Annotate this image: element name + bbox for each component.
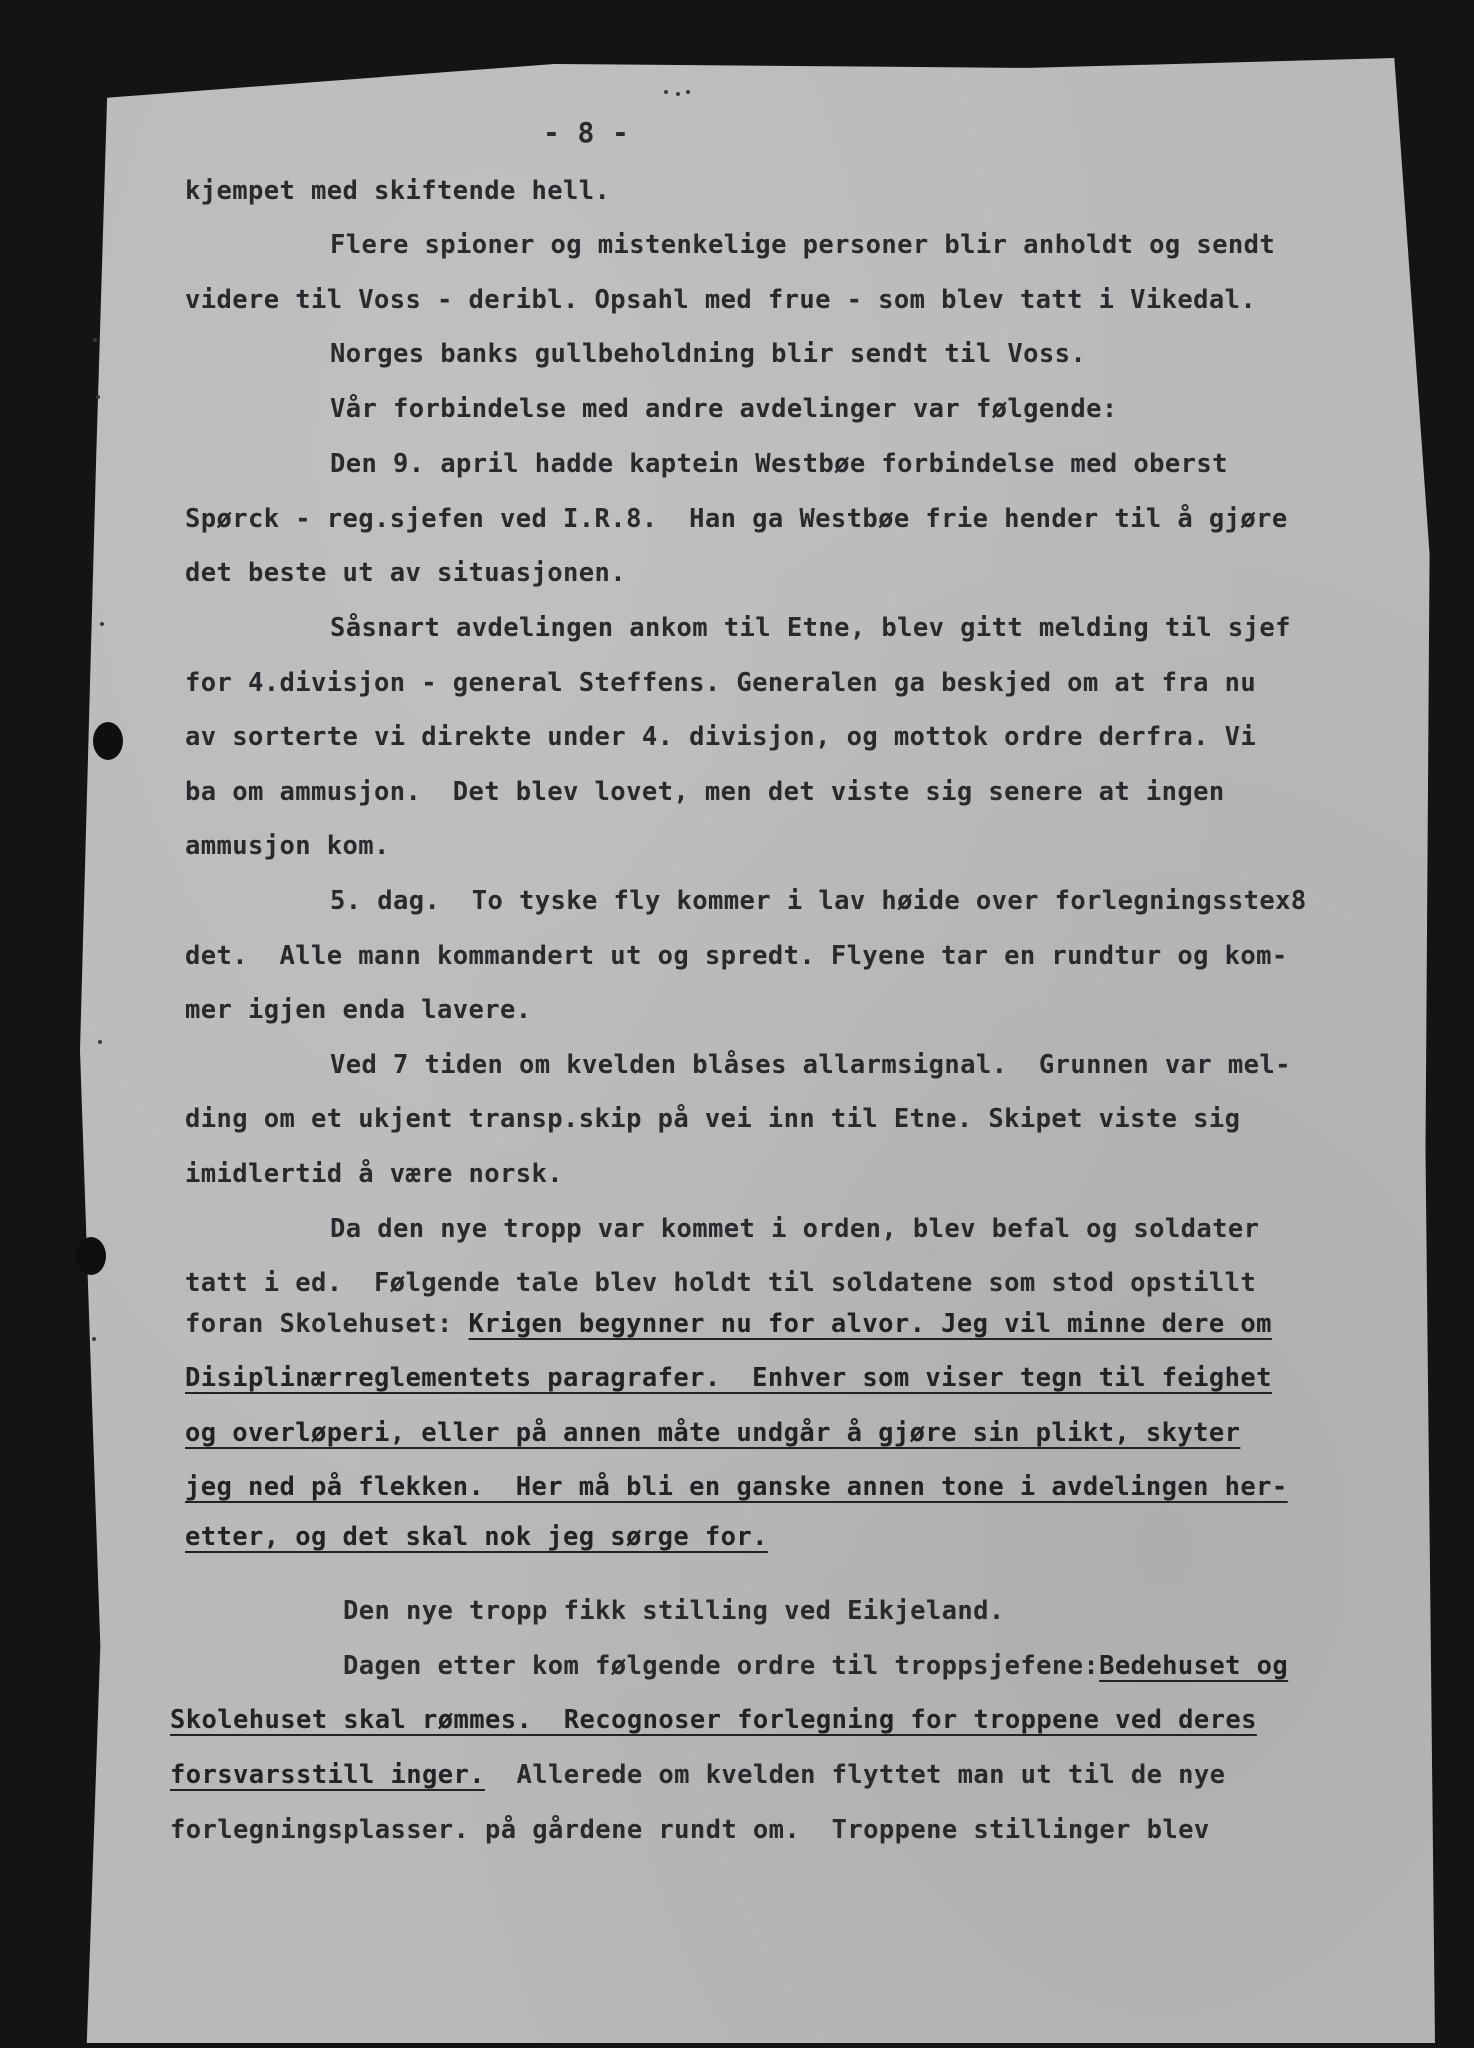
underlined-text: forsvarsstill inger. xyxy=(170,1760,486,1790)
text-segment: Spørck - reg.sjefen ved I.R.8. Han ga Westbøe frie hender til å gjøre xyxy=(185,504,1288,534)
text-segment: Da den nye tropp var kommet i orden, blev befal og soldater xyxy=(330,1214,1260,1244)
text-segment: mer igjen enda lavere. xyxy=(185,995,532,1025)
text-line xyxy=(185,1363,1272,1393)
text-line xyxy=(343,1651,1288,1681)
text-segment: Dagen etter kom følgende ordre til troppsjefene: xyxy=(343,1651,1100,1681)
underlined-text: og overløperi, eller på annen måte undgår å gjøre sin plikt, skyter xyxy=(185,1418,1241,1448)
text-line xyxy=(185,504,1288,534)
text-segment: Vår forbindelse med andre avdelinger var følgende: xyxy=(330,394,1118,424)
text-segment: av sorterte vi direkte under 4. divisjon, og mottok ordre derfra. Vi xyxy=(185,722,1257,752)
text-segment: Den 9. april hadde kaptein Westbøe forbindelse med oberst xyxy=(330,449,1228,479)
text-segment: Norges banks gullbeholdning blir sendt til Voss. xyxy=(330,339,1087,369)
text-line xyxy=(185,777,1225,807)
text-segment: Flere spioner og mistenkelige personer blir anholdt og sendt xyxy=(330,230,1276,260)
text-line xyxy=(185,995,532,1025)
text-segment: tatt i ed. Følgende tale blev holdt til soldatene som stod opstillt xyxy=(185,1268,1257,1298)
text-line xyxy=(185,941,1288,971)
text-line xyxy=(343,1596,1005,1626)
text-segment: forlegningsplasser. på gårdene rundt om. Troppene stillinger blev xyxy=(170,1815,1210,1845)
text-line xyxy=(185,722,1256,752)
text-segment: videre til Voss - deribl. Opsahl med frue - som blev tatt i Vikedal. xyxy=(185,285,1257,315)
text-segment: ding om et ukjent transp.skip på vei inn til Etne. Skipet viste sig xyxy=(185,1104,1241,1134)
text-segment: kjempet med skiftende hell. xyxy=(185,176,611,206)
text-line xyxy=(330,886,1307,916)
text-segment: 5. dag. To tyske fly kommer i lav høide over forlegningsstex8 xyxy=(330,886,1307,916)
text-line xyxy=(330,449,1228,479)
underlined-text: etter, og det skal nok jeg sørge for. xyxy=(185,1522,768,1552)
text-line xyxy=(330,613,1291,643)
text-line xyxy=(170,1760,1225,1790)
text-line xyxy=(185,1472,1288,1502)
text-line xyxy=(185,1522,768,1552)
underlined-text: Disiplinærreglementets paragrafer. Enhver som viser tegn til feighet xyxy=(185,1363,1272,1393)
text-line xyxy=(330,339,1086,369)
underlined-text: Skolehuset skal rømmes. Recognoser forlegning for troppene ved deres xyxy=(170,1705,1257,1735)
text-line xyxy=(185,285,1256,315)
text-line xyxy=(185,1159,563,1189)
text-line xyxy=(185,1104,1240,1134)
text-line xyxy=(330,1214,1259,1244)
text-line xyxy=(185,1268,1256,1298)
text-line xyxy=(185,831,390,861)
underlined-text: Krigen begynner nu for alvor. Jeg vil minne dere om xyxy=(468,1309,1272,1339)
text-line xyxy=(185,1418,1240,1448)
text-segment: det. Alle mann kommandert ut og spredt. Flyene tar en rundtur og kom- xyxy=(185,941,1288,971)
page-number: - 8 - xyxy=(543,116,630,149)
text-segment: Ved 7 tiden om kvelden blåses allarmsignal. Grunnen var mel- xyxy=(330,1050,1291,1080)
text-line xyxy=(185,176,610,206)
text-segment: Den nye tropp fikk stilling ved Eikjeland. xyxy=(343,1596,1005,1626)
text-line xyxy=(170,1705,1257,1735)
underlined-text: Bedehuset og xyxy=(1099,1651,1289,1681)
text-segment: Såsnart avdelingen ankom til Etne, blev gitt melding til sjef xyxy=(330,613,1291,643)
text-line xyxy=(185,668,1256,698)
text-line xyxy=(185,558,626,588)
underlined-text: jeg ned på flekken. Her må bli en ganske annen tone i avdelingen her- xyxy=(185,1472,1288,1502)
text-segment: Allerede om kvelden flyttet man ut til de nye xyxy=(485,1760,1226,1790)
text-segment: ammusjon kom. xyxy=(185,831,390,861)
text-line xyxy=(330,230,1275,260)
text-line xyxy=(185,1309,1272,1339)
text-segment: for 4.divisjon - general Steffens. Generalen ga beskjed om at fra nu xyxy=(185,668,1257,698)
text-line xyxy=(170,1815,1210,1845)
text-line xyxy=(330,394,1118,424)
text-segment: det beste ut av situasjonen. xyxy=(185,558,627,588)
text-segment: imidlertid å være norsk. xyxy=(185,1159,564,1189)
text-line xyxy=(330,1050,1291,1080)
text-segment: foran Skolehuset: xyxy=(185,1309,469,1339)
text-segment: ba om ammusjon. Det blev lovet, men det viste sig senere at ingen xyxy=(185,777,1225,807)
